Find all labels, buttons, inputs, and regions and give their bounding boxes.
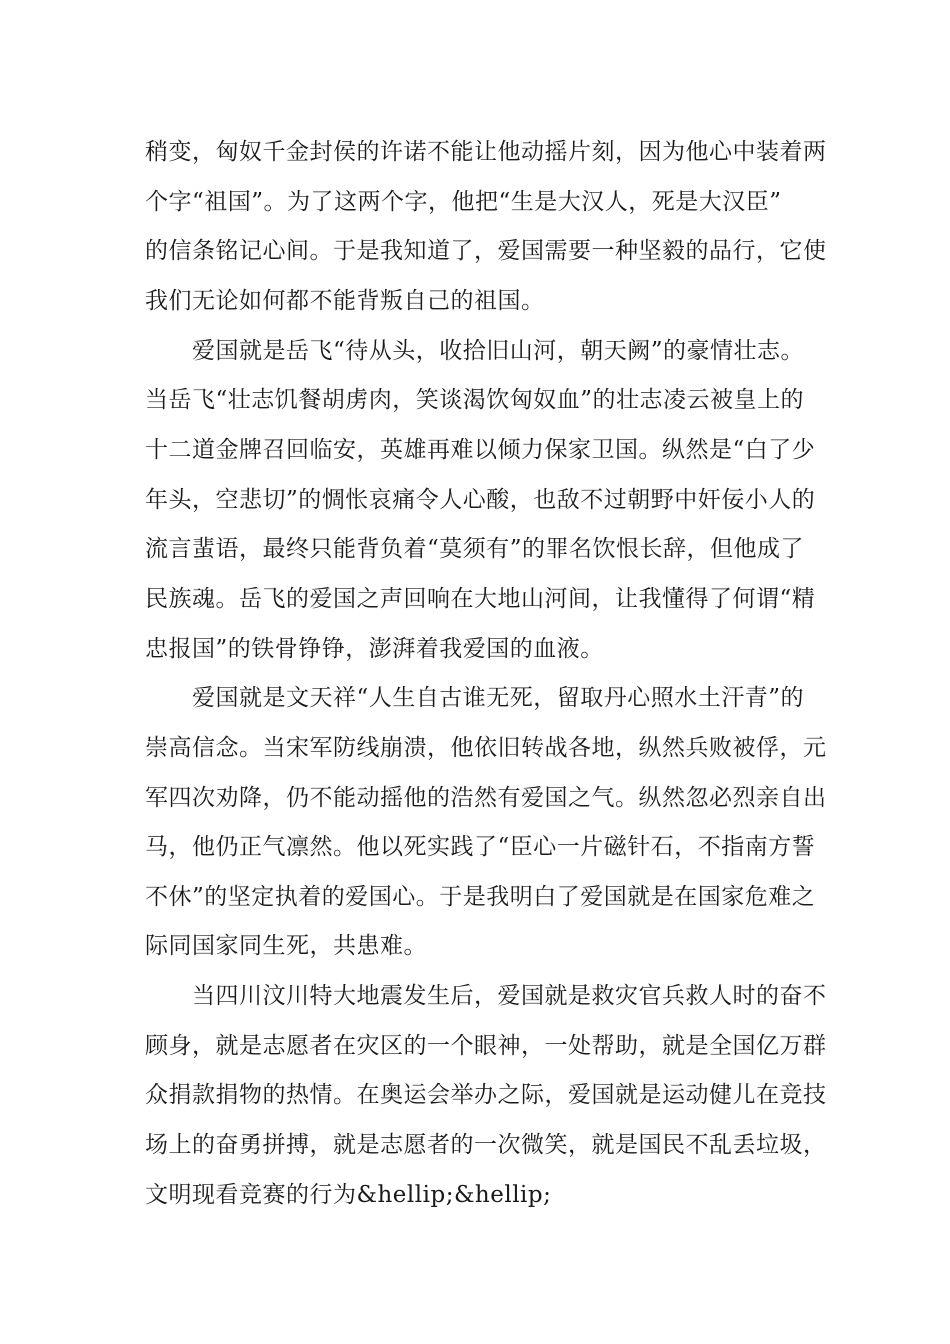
paragraph-2-line-4: 年头，空悲切”的惆怅哀痛令人心酸，也敌不过朝野中奸佞小人的 — [145, 487, 816, 513]
paragraph-4-line-2: 顾身，就是志愿者在灾区的一个眼神，一处帮助，就是全国亿万群 — [145, 1033, 827, 1059]
paragraph-2-line-1: 爱国就是岳飞“待从头，收拾旧山河，朝天阙”的豪情壮志。 — [192, 338, 805, 364]
paragraph-4-line-3: 众捐款捐物的热情。在奥运会举办之际，爱国就是运动健儿在竞技 — [145, 1082, 827, 1108]
paragraph-3-line-5: 不休”的坚定执着的爱国心。于是我明白了爱国就是在国家危难之 — [145, 884, 816, 910]
paragraph-2-line-2: 当岳飞“壮志饥餐胡虏肉，笑谈渴饮匈奴血”的壮志凌云被皇上的 — [145, 387, 805, 413]
paragraph-4-line-5: 文明现看竞赛的行为&hellip;&hellip; — [145, 1182, 552, 1208]
paragraph-3-line-6: 际同国家同生死，共患难。 — [145, 933, 427, 959]
paragraph-1-line-4: 我们无论如何都不能背叛自己的祖国。 — [145, 288, 545, 314]
paragraph-2-line-6: 民族魂。岳飞的爱国之声回响在大地山河间，让我懂得了何谓“精 — [145, 586, 816, 612]
paragraph-3-line-1: 爱国就是文天祥“人生自古谁无死，留取丹心照水土汗青”的 — [192, 685, 805, 711]
paragraph-1-line-2: 个字“祖国”。为了这两个字，他把“生是大汉人，死是大汉臣” — [145, 189, 782, 215]
paragraph-2-line-5: 流言蜚语，最终只能背负着“莫须有”的罪名饮恨长辞，但他成了 — [145, 536, 805, 562]
paragraph-3-line-4: 马，他仍正气凛然。他以死实践了“臣心一片磁针石，不指南方誓 — [145, 834, 816, 860]
paragraph-4-line-1: 当四川汶川特大地震发生后，爱国就是救灾官兵救人时的奋不 — [192, 983, 827, 1009]
paragraph-3-line-3: 军四次劝降，仍不能动摇他的浩然有爱国之气。纵然忽必烈亲自出 — [145, 785, 827, 811]
paragraph-2-line-7: 忠报国”的铁骨铮铮，澎湃着我爱国的血液。 — [145, 636, 604, 662]
paragraph-1-line-3: 的信条铭记心间。于是我知道了，爱国需要一种坚毅的品行，它使 — [145, 238, 827, 264]
paragraph-1-line-1: 稍变，匈奴千金封侯的许诺不能让他动摇片刻，因为他心中装着两 — [145, 139, 827, 165]
paragraph-3-line-2: 崇高信念。当宋军防线崩溃，他依旧转战各地，纵然兵败被俘，元 — [145, 735, 827, 761]
paragraph-2-line-3: 十二道金牌召回临安，英雄再难以倾力保家卫国。纵然是“白了少 — [145, 437, 816, 463]
paragraph-4-line-4: 场上的奋勇拼搏，就是志愿者的一次微笑，就是国民不乱丢垃圾， — [145, 1132, 827, 1158]
